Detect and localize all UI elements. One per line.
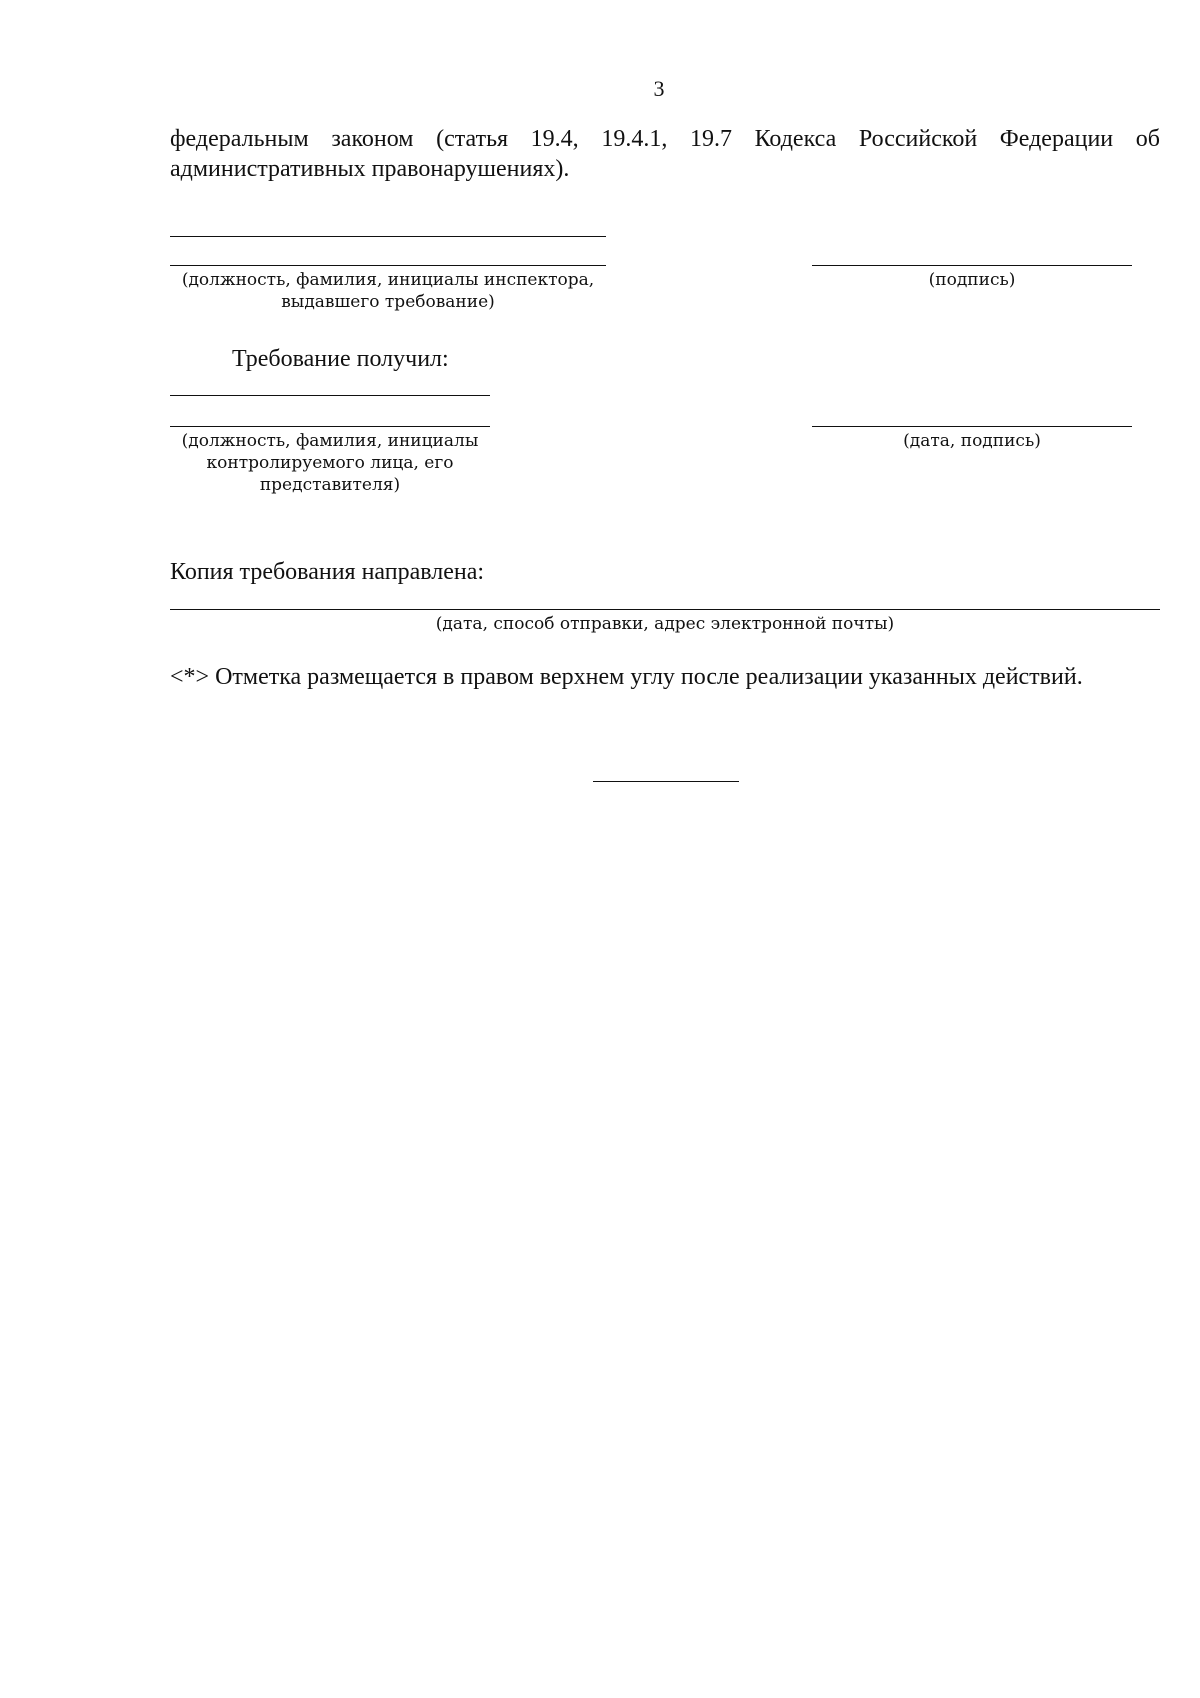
copy-heading: Копия требования направлена: — [170, 559, 485, 585]
receiver-position-caption — [170, 430, 490, 496]
receiver-position-caption-line-3: представителя) — [259, 475, 401, 495]
inspector-position-caption — [170, 269, 606, 313]
inspector-position-caption-line-1: (должность, фамилия, инициалы инспектора, — [181, 270, 595, 290]
copy-details-caption: (дата, способ отправки, адрес электронной почты) — [435, 614, 895, 634]
inspector-signature-line — [812, 265, 1132, 266]
copy-details-line — [170, 609, 1160, 610]
receiver-heading: Требование получил: — [232, 346, 449, 372]
receiver-position-caption-line-2: контролируемого лица, его — [206, 453, 454, 473]
inspector-position-line-1 — [170, 236, 606, 237]
inspector-position-caption-line-2: выдавшего требование) — [281, 292, 495, 312]
footnote-text: <*> Отметка размещается в правом верхнем углу после реализации указанных действий. — [170, 664, 1083, 690]
receiver-date-signature-caption: (дата, подпись) — [903, 431, 1041, 451]
page-number: 3 — [653, 76, 665, 101]
receiver-position-line-2 — [170, 426, 490, 427]
receiver-signature-line — [812, 426, 1132, 427]
body-paragraph: федеральным законом (статья 19.4, 19.4.1, 19.7 Кодекса Российской Федерации об административных правонарушениях). — [170, 126, 1160, 182]
inspector-signature-caption: (подпись) — [928, 270, 1016, 290]
receiver-position-caption-line-1: (должность, фамилия, инициалы — [181, 431, 479, 451]
receiver-position-line-1 — [170, 395, 490, 396]
inspector-position-line-2 — [170, 265, 606, 266]
end-separator-line — [593, 781, 739, 782]
